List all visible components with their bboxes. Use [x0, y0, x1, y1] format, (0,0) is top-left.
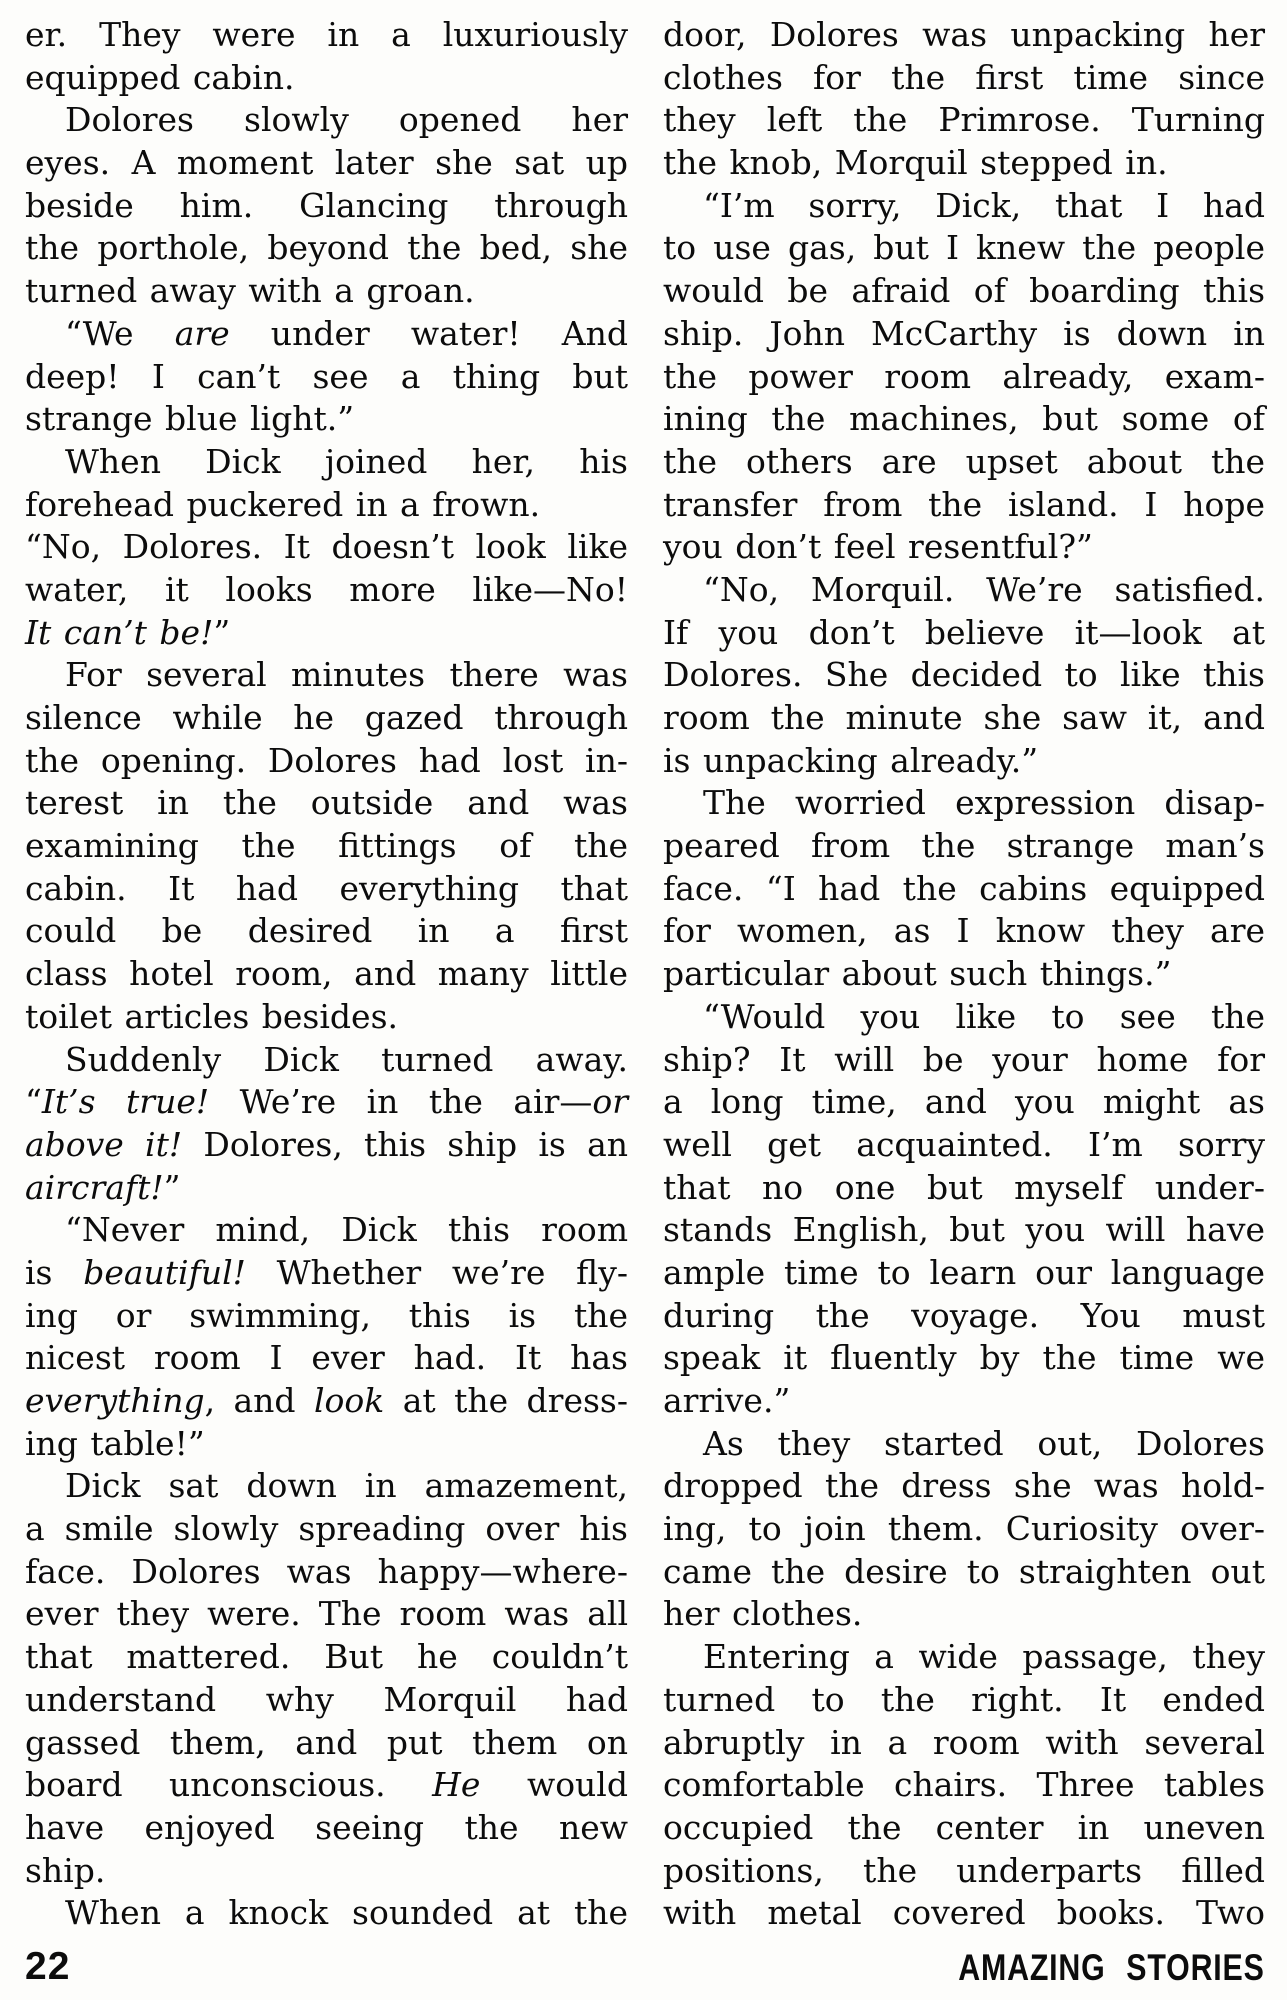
text-line: occupied the center in uneven	[663, 1807, 1265, 1847]
text-line: would be afraid of boarding this	[663, 271, 1265, 311]
text-line: her clothes.	[663, 1594, 863, 1634]
text-line: The worried expression disap-	[703, 783, 1265, 823]
text-line: gassed them, and put them on	[25, 1722, 628, 1762]
text-line: face. “I had the cabins equipped	[663, 868, 1265, 908]
text-line: If you don’t believe it—look at	[663, 612, 1265, 652]
text-line: that no one but myself under-	[663, 1167, 1265, 1207]
text-line: could be desired in a first	[25, 911, 628, 951]
text-line: turned away with a groan.	[25, 271, 475, 311]
text-line: cabin. It had everything that	[25, 868, 628, 908]
text-line: Dolores slowly opened her	[65, 100, 628, 140]
text-line: ship? It will be your home for	[663, 1039, 1265, 1079]
text-line: terest in the outside and was	[25, 783, 628, 823]
text-line: the opening. Dolores had lost in-	[25, 740, 628, 780]
text-line: speak it fluently by the time we	[663, 1338, 1265, 1378]
left-column	[25, 14, 628, 1935]
text-line: arrive.”	[663, 1381, 791, 1420]
text-line: It can’t be!”	[25, 612, 231, 652]
text-line: silence while he gazed through	[25, 698, 628, 737]
text-line: strange blue light.”	[25, 399, 355, 439]
text-line: deep! I can’t see a thing but	[25, 356, 628, 396]
text-line: “Never mind, Dick this room	[65, 1210, 628, 1250]
text-line: equipped cabin.	[25, 57, 295, 97]
text-line: a long time, and you might as	[663, 1082, 1265, 1122]
text-line: is beautiful! Whether we’re fly-	[25, 1252, 628, 1292]
text-line: ship. John McCarthy is down in	[663, 313, 1265, 353]
text-line: particular about such things.”	[663, 954, 1172, 994]
text-line: everything, and look at the dress-	[25, 1381, 628, 1420]
text-line: As they started out, Dolores	[703, 1423, 1265, 1463]
text-line: face. Dolores was happy—where-	[25, 1551, 628, 1591]
text-line: ing, to join them. Curiosity over-	[663, 1509, 1265, 1549]
text-line: “No, Dolores. It doesn’t look like	[25, 527, 628, 567]
text-line: eyes. A moment later she sat up	[25, 143, 628, 183]
text-line: above it! Dolores, this ship is an	[25, 1124, 628, 1164]
text-line: is unpacking already.”	[663, 740, 1039, 780]
text-line: For several minutes there was	[65, 655, 628, 695]
text-line: board unconscious. He would	[25, 1765, 628, 1805]
text-line: toilet articles besides.	[25, 996, 398, 1036]
text-line: peared from the strange man’s	[663, 826, 1265, 866]
text-line: Entering a wide passage, they	[703, 1637, 1265, 1677]
text-line: When a knock sounded at the	[65, 1893, 628, 1933]
text-line: for women, as I know they are	[663, 911, 1265, 951]
text-line: the others are upset about the	[663, 441, 1265, 481]
text-line: When Dick joined her, his	[65, 441, 628, 481]
page-number: 22	[25, 1944, 71, 1988]
text-line: Suddenly Dick turned away.	[65, 1039, 628, 1079]
text-line: to use gas, but I knew the people	[663, 228, 1265, 268]
text-line: clothes for the first time since	[663, 57, 1265, 97]
text-line: Dolores. She decided to like this	[663, 655, 1265, 695]
text-line: transfer from the island. I hope	[663, 484, 1265, 524]
text-columns	[25, 14, 1265, 1935]
text-line: ship.	[25, 1850, 106, 1890]
text-line: they left the Primrose. Turning	[663, 100, 1265, 140]
text-line: examining the fittings of the	[25, 826, 628, 866]
text-line: class hotel room, and many little	[25, 954, 628, 994]
text-line: forehead puckered in a frown.	[25, 484, 541, 524]
text-line: comfortable chairs. Three tables	[663, 1765, 1265, 1805]
text-line: abruptly in a room with several	[663, 1722, 1265, 1762]
text-line: room the minute she saw it, and	[663, 698, 1265, 737]
right-column	[663, 14, 1265, 1935]
text-line: the knob, Morquil stepped in.	[663, 143, 1168, 183]
text-line: ing or swimming, this is the	[25, 1295, 628, 1335]
text-line: “It’s true! We’re in the air—or	[25, 1082, 628, 1122]
text-line: came the desire to straighten out	[663, 1551, 1265, 1591]
magazine-title: AMAZING STORIES	[958, 1946, 1265, 1988]
text-line: stands English, but you will have	[663, 1210, 1265, 1250]
text-line: dropped the dress she was hold-	[663, 1466, 1265, 1506]
page-footer	[25, 1945, 1265, 1989]
text-line: beside him. Glancing through	[25, 185, 628, 225]
text-line: ample time to learn our language	[663, 1252, 1265, 1292]
text-line: the porthole, beyond the bed, she	[25, 228, 628, 268]
text-line: turned to the right. It ended	[663, 1679, 1265, 1719]
text-line: “No, Morquil. We’re satisfied.	[703, 569, 1265, 609]
text-line: a smile slowly spreading over his	[25, 1509, 628, 1549]
text-line: understand why Morquil had	[25, 1679, 628, 1719]
text-line: nicest room I ever had. It has	[25, 1338, 628, 1378]
text-line: with metal covered books. Two	[663, 1893, 1265, 1933]
text-line: the power room already, exam-	[663, 356, 1265, 396]
text-line: “We are under water! And	[65, 313, 628, 353]
text-line: ing table!”	[25, 1423, 205, 1463]
text-line: you don’t feel resentful?”	[663, 527, 1093, 567]
text-line: “I’m sorry, Dick, that I had	[703, 185, 1265, 225]
text-line: ining the machines, but some of	[663, 399, 1265, 439]
text-line: ever they were. The room was all	[25, 1594, 628, 1634]
text-line: “Would you like to see the	[703, 996, 1265, 1036]
text-line: during the voyage. You must	[663, 1295, 1265, 1335]
text-line: have enjoyed seeing the new	[25, 1807, 628, 1847]
text-line: positions, the underparts filled	[663, 1850, 1265, 1890]
text-line: that mattered. But he couldn’t	[25, 1637, 628, 1677]
text-line: well get acquainted. I’m sorry	[663, 1124, 1265, 1164]
text-line: Dick sat down in amazement,	[65, 1466, 628, 1506]
text-line: door, Dolores was unpacking her	[663, 15, 1265, 54]
text-line: water, it looks more like—No!	[25, 569, 628, 609]
text-line: er. They were in a luxuriously	[25, 15, 628, 54]
text-line: aircraft!”	[25, 1167, 181, 1207]
